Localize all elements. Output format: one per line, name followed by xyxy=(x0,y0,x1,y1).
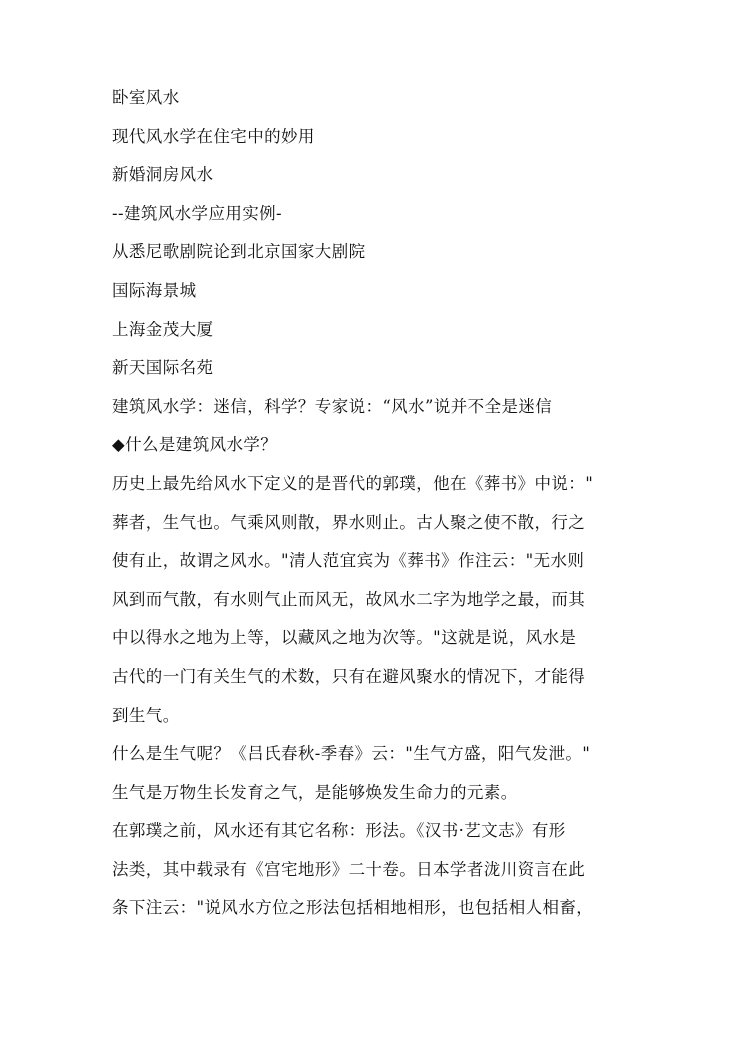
paragraph-line: 中以得水之地为上等，以藏风之地为次等。"这就是说，风水是 xyxy=(112,628,577,648)
paragraph-line: 条下注云："说风水方位之形法包括相地相形，也包括相人相畜， xyxy=(112,898,594,918)
heading-examples: --建筑风水学应用实例- xyxy=(112,203,283,223)
paragraph-line: 什么是生气呢？《吕氏春秋-季春》云："生气方盛，阳气发泄。" xyxy=(112,744,591,764)
paragraph-line: 古代的一门有关生气的术数，只有在避风聚水的情况下，才能得 xyxy=(112,666,586,686)
document-page xyxy=(112,88,642,937)
paragraph-line: 历史上最先给风水下定义的是晋代的郭璞，他在《葬书》中说：" xyxy=(112,473,594,493)
paragraph-line: 在郭璞之前，风水还有其它名称：形法。《汉书·艺文志》有形 xyxy=(112,821,566,841)
paragraph-vital-energy xyxy=(112,744,642,803)
heading-what-is-fengshui: ◆什么是建筑风水学？ xyxy=(112,435,278,455)
heading-seaview-city: 国际海景城 xyxy=(112,280,197,300)
heading-opera-house: 从悉尼歌剧院论到北京国家大剧院 xyxy=(112,242,366,262)
paragraph-line: 风到而气散，有水则气止而风无，故风水二字为地学之最，而其 xyxy=(112,589,586,609)
heading-modern-fengshui: 现代风水学在住宅中的妙用 xyxy=(112,126,315,146)
paragraph-definition xyxy=(112,474,642,726)
paragraph-form-method xyxy=(112,821,642,918)
heading-jinmao-tower: 上海金茂大厦 xyxy=(112,319,214,339)
paragraph-line: 葬者，生气也。气乘风则散，界水则止。古人聚之使不散，行之 xyxy=(112,512,586,532)
paragraph-line: 使有止，故谓之风水。"清人范宜宾为《葬书》作注云："无水则 xyxy=(112,551,585,571)
heading-wedding-room: 新婚洞房风水 xyxy=(112,165,214,185)
heading-xintian-garden: 新天国际名苑 xyxy=(112,358,214,378)
heading-superstition-question: 建筑风水学：迷信，科学？专家说：“风水”说并不全是迷信 xyxy=(112,396,553,416)
paragraph-line: 法类，其中载录有《宫宅地形》二十卷。日本学者泷川资言在此 xyxy=(112,859,586,879)
paragraph-line: 生气是万物生长发育之气，是能够焕发生命力的元素。 xyxy=(112,782,518,802)
paragraph-line: 到生气。 xyxy=(112,705,180,725)
heading-bedroom-fengshui: 卧室风水 xyxy=(112,88,180,107)
